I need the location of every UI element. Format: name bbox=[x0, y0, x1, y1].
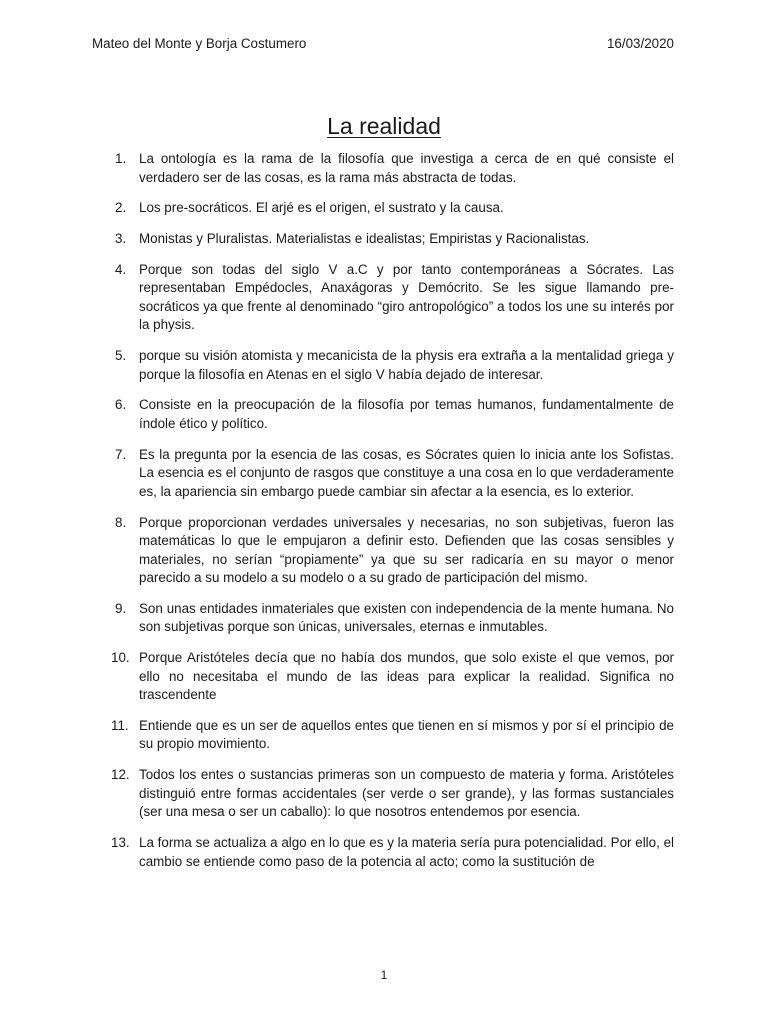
item-text: Es la pregunta por la esencia de las cosas, es Sócrates quien lo inicia ante los Sofistas. La esencia es el conjunto de rasgos que constituye a una cosa en lo que verdaderamente es, la apariencia sin embargo puede cambiar sin afectar a la esencia, es lo exterior. bbox=[139, 446, 674, 499]
item-number: 5. bbox=[115, 348, 127, 364]
item-text: Porque proporcionan verdades universales y necesarias, no son subjetivas, fueron las matemáticas lo que le empujaron a definir esto. Defienden que las cosas sensibles y materiales, no serían “propiamente” ya que su ser radicaría en su mayor o menor parecido a su modelo a su modelo o a su grado de participación del mismo. bbox=[139, 514, 674, 586]
item-number: 2. bbox=[115, 200, 127, 216]
item-number: 7. bbox=[115, 446, 127, 462]
list-item bbox=[105, 150, 674, 187]
list-item bbox=[105, 396, 674, 433]
item-text: Porque Aristóteles decía que no había dos mundos, que solo existe el que vemos, por ello no necesitaba el mundo de las ideas para explicar la realidad. Significa no trascendente bbox=[139, 650, 674, 703]
item-text: Monistas y Pluralistas. Materialistas e idealistas; Empiristas y Racionalistas. bbox=[139, 231, 590, 247]
item-number: 8. bbox=[115, 514, 127, 530]
item-text: Porque son todas del siglo V a.C y por tanto contemporáneas a Sócrates. Las representaban Empédocles, Anaxágoras y Demócrito. Se les sigue llamando pre-socráticos ya que frente al denominado “giro antropológico” a todos los une su interés por la physis. bbox=[139, 261, 674, 333]
item-text: La ontología es la rama de la filosofía que investiga a cerca de en qué consiste el verdadero ser de las cosas, es la rama más abstracta de todas. bbox=[139, 151, 674, 185]
page-title: La realidad bbox=[327, 113, 441, 139]
list-item bbox=[105, 230, 674, 249]
item-text: Consiste en la preocupación de la filosofía por temas humanos, fundamentalmente de índole ético y político. bbox=[139, 397, 674, 431]
page-header bbox=[92, 36, 674, 52]
item-number: 11. bbox=[111, 717, 129, 733]
list-item bbox=[105, 834, 674, 871]
item-text: Los pre-socráticos. El arjé es el origen, el sustrato y la causa. bbox=[139, 200, 504, 216]
item-number: 12. bbox=[111, 767, 130, 783]
header-date: 16/03/2020 bbox=[606, 36, 674, 51]
item-number: 4. bbox=[115, 261, 127, 277]
item-number: 9. bbox=[115, 600, 127, 616]
item-text: Son unas entidades inmateriales que existen con independencia de la mente humana. No son subjetivas porque son únicas, universales, eternas e inmutables. bbox=[139, 600, 674, 635]
page-number: 1 bbox=[380, 968, 388, 982]
item-number: 10. bbox=[111, 650, 130, 666]
list-item bbox=[105, 261, 674, 335]
item-number: 13. bbox=[111, 835, 130, 851]
answer-list bbox=[105, 150, 674, 883]
list-item bbox=[105, 446, 674, 502]
item-text: Entiende que es un ser de aquellos entes que tienen en sí mismos y por sí el principio de su propio movimiento. bbox=[139, 717, 674, 752]
item-number: 3. bbox=[115, 231, 127, 247]
list-item bbox=[105, 766, 674, 822]
header-authors: Mateo del Monte y Borja Costumero bbox=[92, 36, 307, 51]
list-item bbox=[105, 199, 674, 218]
item-text: porque su visión atomista y mecanicista de la physis era extraña a la mentalidad griega y porque la filosofía en Atenas en el siglo V había dejado de interesar. bbox=[139, 348, 674, 382]
item-number: 6. bbox=[115, 397, 127, 413]
item-text: Todos los entes o sustancias primeras son un compuesto de materia y forma. Aristóteles distinguió entre formas accidentales (ser verde o ser grande), y las formas sustanciales (ser una mesa o ser un caballo): lo que nosotros entendemos por esencia. bbox=[139, 767, 674, 820]
list-item bbox=[105, 600, 674, 637]
list-item bbox=[105, 649, 674, 705]
item-text: La forma se actualiza a algo en lo que es y la materia sería pura potencialidad. Por ello, el cambio se entiende como paso de la potencia al acto; como la sustitución de bbox=[139, 835, 674, 869]
item-number: 1. bbox=[115, 151, 127, 166]
list-item bbox=[105, 347, 674, 384]
list-item bbox=[105, 514, 674, 588]
list-item bbox=[105, 717, 674, 754]
